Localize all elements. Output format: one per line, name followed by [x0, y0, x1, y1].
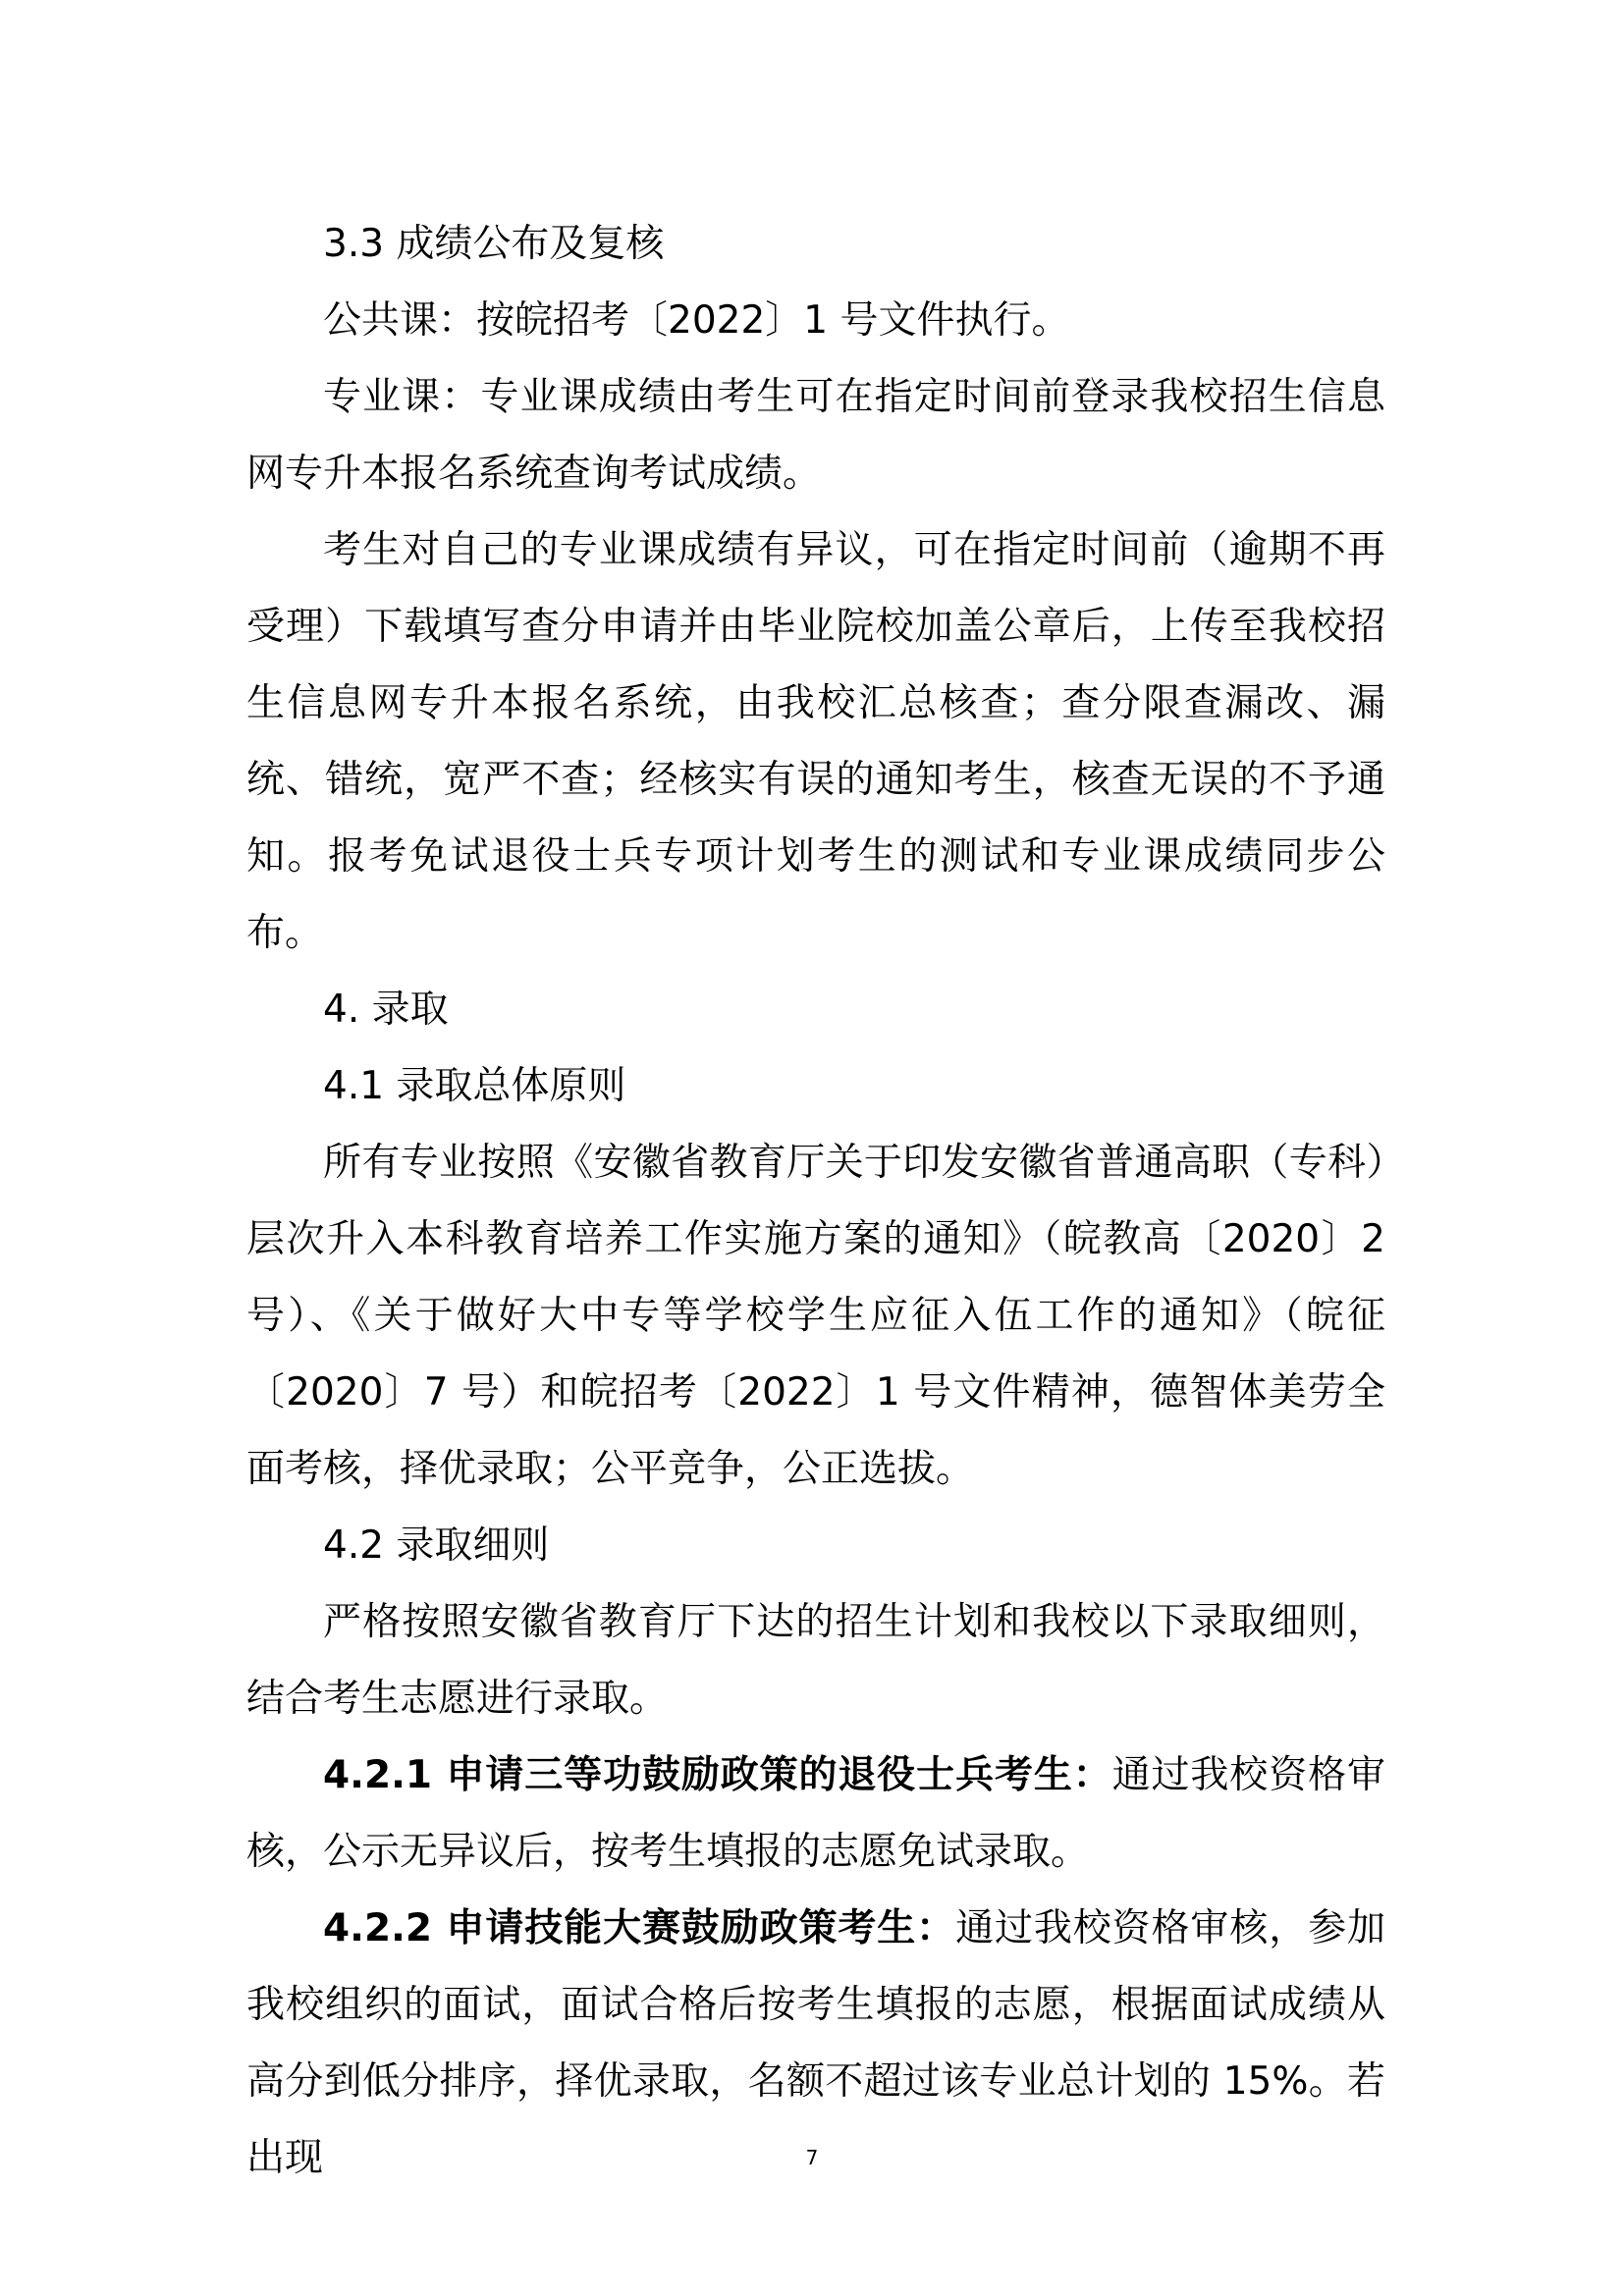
section-4-heading: 4. 录取: [323, 988, 449, 1032]
section-3-3-heading: 3.3 成绩公布及复核: [323, 222, 665, 266]
public-course-paragraph: 公共课：按皖招考〔2022〕1 号文件执行。: [323, 298, 1070, 343]
section-4-2-1-paragraph: [246, 1737, 1385, 1891]
section-4-2-2-lead: 4.2.2 申请技能大赛鼓励政策考生：: [323, 1906, 956, 1950]
section-4-2-1-text: 通过我校资格审核，公示无异议后，按考生填报的志愿免试录取。: [246, 1753, 1385, 1874]
section-4-2-1-lead: 4.2.1 申请三等功鼓励政策的退役士兵考生：: [323, 1753, 1112, 1797]
professional-course-paragraph: 专业课：专业课成绩由考生可在指定时间前登录我校招生信息网专升本报名系统查询考试成绩。: [246, 375, 1385, 496]
page-number: 7: [805, 2146, 819, 2169]
section-4-2-heading: 4.2 录取细则: [323, 1523, 550, 1568]
section-4-1-heading: 4.1 录取总体原则: [323, 1064, 626, 1108]
admission-rules-paragraph: 严格按照安徽省教育厅下达的招生计划和我校以下录取细则，结合考生志愿进行录取。: [246, 1600, 1385, 1721]
admission-principle-paragraph: 所有专业按照《安徽省教育厅关于印发安徽省普通高职（专科）层次升入本科教育培养工作实施方案的通知》（皖教高〔2020〕2 号）、《关于做好大中专等学校学生应征入伍工作的通知》（皖征〔2020〕7 号）和皖招考〔2022〕1 号文件精神，德智体美劳全面考核，择优录取；公平竞争，公正选拔。: [246, 1141, 1385, 1491]
score-review-paragraph: 考生对自己的专业课成绩有异议，可在指定时间前（逾期不再受理）下载填写查分申请并由毕业院校加盖公章后，上传至我校招生信息网专升本报名系统，由我校汇总核查；查分限查漏改、漏统、错统，宽严不查；经核实有误的通知考生，核查无误的不予通知。报考免试退役士兵专项计划考生的测试和专业课成绩同步公布。: [246, 528, 1385, 955]
document-body: [246, 206, 1385, 2197]
section-4-2-2-text: 通过我校资格审核，参加我校组织的面试，面试合格后按考生填报的志愿，根据面试成绩从高分到低分排序，择优录取，名额不超过该专业总计划的 15%。若出现: [246, 1906, 1385, 2180]
